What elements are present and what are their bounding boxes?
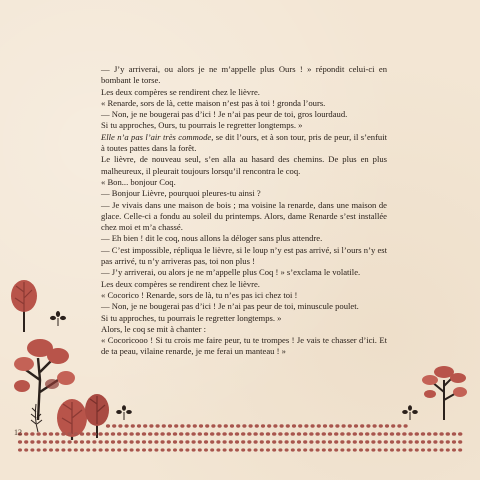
ground-dot: [154, 440, 158, 443]
ground-dot: [247, 448, 251, 451]
ground-dot: [391, 424, 395, 427]
ground-dot: [316, 440, 320, 443]
ground-dot: [458, 432, 462, 436]
ground-dot: [315, 432, 319, 436]
ground-dot: [415, 432, 419, 436]
ground-dot: [30, 448, 34, 451]
ground-dot: [167, 448, 171, 451]
ground-dot: [61, 440, 65, 443]
ground-dot: [167, 440, 171, 443]
ground-dot: [365, 448, 369, 451]
ground-dot: [278, 448, 282, 451]
ground-dot: [359, 440, 363, 443]
paragraph-rest: , se dit l’ours, et à son tour, pris de peur, il s’enfuit à toutes pattes dans la forêt.: [101, 131, 388, 154]
ground-dot: [191, 432, 195, 436]
ground-dot: [216, 432, 220, 436]
ground-dot: [198, 440, 202, 443]
ground-dot: [421, 440, 425, 443]
fern-icon: [31, 404, 42, 432]
ground-dot: [317, 424, 321, 427]
ground-dot: [427, 432, 431, 436]
ground-dot: [297, 432, 301, 436]
paragraph: — C’est impossible, répliqua le lièvre, si le loup n’y est pas arrivé, si l’ours n’y est pas arrivé, tu n’y arriveras pas, toi non plus !: [101, 244, 387, 267]
ground-dot: [24, 448, 28, 451]
ground-dot: [365, 440, 369, 443]
ground-dot: [311, 424, 315, 427]
ground-dot: [130, 440, 134, 443]
ground-dot: [111, 432, 115, 436]
ground-dot: [229, 432, 233, 436]
ground-dot: [143, 424, 147, 427]
ground-dot: [210, 432, 214, 436]
ground-dot: [342, 424, 346, 427]
ground-dot: [204, 432, 208, 436]
ground-dot: [111, 440, 115, 443]
ground-dot: [291, 440, 295, 443]
ground-dot: [160, 432, 164, 436]
ground-dot: [74, 432, 78, 436]
ground-dot: [229, 448, 233, 451]
ground-dot: [218, 424, 222, 427]
ground-dot: [354, 424, 358, 427]
ground-dot: [377, 432, 381, 436]
ground-dot: [266, 448, 270, 451]
ground-dot: [303, 440, 307, 443]
ground-dot: [322, 448, 326, 451]
ground-dot: [322, 432, 326, 436]
ground-dot: [353, 440, 357, 443]
ground-dot: [117, 448, 121, 451]
ground-dot: [173, 432, 177, 436]
paragraph: — J’y arriverai, ou alors je ne m’appelle plus Coq ! » s’exclama le volatile.: [101, 267, 361, 278]
ground-dot: [303, 432, 307, 436]
ground-dot: [99, 440, 103, 443]
ground-dot: [68, 440, 72, 443]
ground-dot: [303, 448, 307, 451]
ground-dot: [142, 440, 146, 443]
ground-dot: [235, 448, 239, 451]
ground-dot: [24, 432, 28, 436]
ground-dot: [371, 448, 375, 451]
ground-dot: [136, 432, 140, 436]
ground-dot: [18, 440, 22, 443]
paragraph: Si tu approches, tu pourrais le regretter longtemps. »: [101, 312, 282, 323]
ground-dot: [148, 448, 152, 451]
ground-dot: [340, 448, 344, 451]
ground-dot: [278, 440, 282, 443]
ground-dot: [272, 440, 276, 443]
ground-dot: [67, 432, 71, 436]
paragraph: Alors, le coq se mit à chanter :: [101, 323, 207, 334]
ground-dot: [309, 448, 313, 451]
ground-dot: [86, 440, 90, 443]
ground-dot: [397, 424, 401, 427]
ground-dot: [241, 440, 245, 443]
ground-dot: [224, 424, 228, 427]
ground-dot: [173, 448, 177, 451]
ground-dot: [316, 448, 320, 451]
ground-dot: [390, 440, 394, 443]
ground-dot: [409, 448, 413, 451]
ground-dot: [439, 432, 443, 436]
ground-dot: [130, 448, 134, 451]
small-tree-illustration: [11, 280, 37, 332]
ground-dot: [149, 424, 153, 427]
ground-dot: [156, 424, 160, 427]
ground-dot: [384, 432, 388, 436]
ground-dot: [390, 432, 394, 436]
ground-dot: [255, 424, 259, 427]
ground-dot: [433, 432, 437, 436]
ground-dot: [229, 440, 233, 443]
ground-dot: [446, 448, 450, 451]
paragraph: « Bon... bonjour Coq.: [101, 176, 176, 187]
ground-dot: [80, 432, 84, 436]
ground-dot: [285, 448, 289, 451]
ground-dot: [105, 432, 109, 436]
ground-dot: [80, 440, 84, 443]
ground-dot: [129, 432, 133, 436]
ground-dot: [366, 424, 370, 427]
ground-dot: [309, 440, 313, 443]
ground-dot: [373, 424, 377, 427]
ground-dot: [379, 424, 383, 427]
paragraph: « Renarde, sors de là, cette maison n’est pas à toi ! gronda l’ours.: [101, 97, 326, 108]
ground-dot: [340, 432, 344, 436]
ground-dot: [346, 432, 350, 436]
ground-dot: [80, 448, 84, 451]
ground-dot: [433, 448, 437, 451]
ground-dot: [68, 448, 72, 451]
ground-dot: [204, 440, 208, 443]
ground-dot: [92, 448, 96, 451]
ground-dot: [86, 448, 90, 451]
ground-dot: [334, 440, 338, 443]
ground-dot: [241, 432, 245, 436]
ground-dot: [55, 440, 59, 443]
ground-dot: [452, 448, 456, 451]
ground-dot: [261, 424, 265, 427]
ground-dot: [123, 440, 127, 443]
ground-dot: [328, 440, 332, 443]
ground-dot: [359, 448, 363, 451]
ground-dot: [61, 448, 65, 451]
ground-dot: [278, 432, 282, 436]
ground-dot: [98, 432, 102, 436]
ground-dot: [142, 448, 146, 451]
ground-dot: [125, 424, 129, 427]
italic-phrase: Elle n’a pas l’air très commode: [101, 131, 212, 142]
ground-dot: [328, 432, 332, 436]
ground-dot: [427, 440, 431, 443]
ground-dot: [174, 424, 178, 427]
ground-dot: [235, 432, 239, 436]
ground-dot: [433, 440, 437, 443]
ground-dot: [61, 432, 65, 436]
right-tree-illustration: [422, 366, 467, 420]
ground-dot: [390, 448, 394, 451]
ground-dot: [92, 440, 96, 443]
ground-dot: [446, 440, 450, 443]
ground-dot: [216, 448, 220, 451]
ground-dot: [173, 440, 177, 443]
ground-dot: [55, 448, 59, 451]
ground-dot: [249, 424, 253, 427]
ground-dot: [309, 432, 313, 436]
ground-dot: [329, 424, 333, 427]
ground-dot: [43, 432, 47, 436]
ground-dot: [185, 440, 189, 443]
ground-dot: [148, 440, 152, 443]
ground-dot: [415, 440, 419, 443]
ground-dot: [247, 432, 251, 436]
paragraph: Les deux compères se rendirent chez le lièvre.: [101, 278, 260, 289]
ground-dot: [223, 440, 227, 443]
ground-dot: [353, 448, 357, 451]
ground-dot: [49, 432, 53, 436]
ground-dot: [43, 440, 47, 443]
ground-dot: [247, 440, 251, 443]
ground-dot: [360, 424, 364, 427]
ground-dot: [74, 448, 78, 451]
ground-dot: [458, 440, 462, 443]
ground-dot: [185, 432, 189, 436]
ground-dot: [137, 424, 141, 427]
ground-dot: [210, 440, 214, 443]
ground-dot: [24, 440, 28, 443]
ground-dot: [236, 424, 240, 427]
ground-dot: [260, 432, 264, 436]
paragraph: — J’y arriverai, ou alors je ne m’appelle plus Ours ! » répondit celui-ci en bombant le torse.: [101, 64, 387, 86]
ground-dot: [297, 440, 301, 443]
paragraph: — Eh bien ! dit le coq, nous allons la déloger sans plus attendre.: [101, 233, 323, 244]
ground-dot: [291, 448, 295, 451]
ground-dot: [223, 448, 227, 451]
ground-dot: [161, 440, 165, 443]
page-number: 12: [14, 428, 22, 437]
paragraph: — Non, je ne bougerai pas d’ici ! Je n’ai pas peur de toi, minuscule poulet.: [101, 301, 359, 312]
ground-dot: [154, 432, 158, 436]
ground-dot: [427, 448, 431, 451]
ground-dot: [204, 448, 208, 451]
ground-dot: [199, 424, 203, 427]
ground-dot: [117, 432, 121, 436]
ground-dot: [260, 448, 264, 451]
ground-dot: [123, 448, 127, 451]
paragraph: Les deux compères se rendirent chez le lièvre.: [101, 86, 260, 97]
ground-dot: [273, 424, 277, 427]
ground-dot: [452, 440, 456, 443]
paragraph: Si tu approches, Ours, tu pourrais le regretter longtemps. »: [101, 120, 303, 131]
ground-dot: [167, 432, 171, 436]
ground-dot: [180, 424, 184, 427]
ground-dot: [396, 448, 400, 451]
ground-dot: [334, 432, 338, 436]
ground-dot: [30, 440, 34, 443]
ground-dot: [205, 424, 209, 427]
ground-dot: [347, 440, 351, 443]
ground-dot: [371, 432, 375, 436]
ground-dot: [396, 432, 400, 436]
ground-dot: [266, 440, 270, 443]
leaf-sprig-icon: [403, 406, 418, 420]
ground-dot: [105, 448, 109, 451]
ground-dot: [378, 440, 382, 443]
ground-dot: [285, 440, 289, 443]
ground-dot: [359, 432, 363, 436]
ground-dot: [267, 424, 271, 427]
ground-dot: [458, 448, 462, 451]
ground-dot: [260, 440, 264, 443]
ground-dot: [415, 448, 419, 451]
ground-dot: [272, 448, 276, 451]
ground-dot: [148, 432, 152, 436]
ground-dot: [446, 432, 450, 436]
paragraph: « Cocoricooo ! Si tu crois me faire peur, tu te trompes ! Je vais te chasser d’ici. Et de ta peau, vilaine renarde, je me ferai un manteau ! »: [101, 335, 387, 357]
ground-dot: [179, 448, 183, 451]
ground-dot: [404, 424, 408, 427]
ground-dot: [365, 432, 369, 436]
ground-dot: [402, 432, 406, 436]
ground-dot: [385, 424, 389, 427]
ground-dot: [409, 440, 413, 443]
ground-dot: [235, 440, 239, 443]
ground-dot: [230, 424, 234, 427]
ground-dot: [187, 424, 191, 427]
ground-dot: [297, 448, 301, 451]
ground-dot: [86, 432, 90, 436]
ground-dot: [421, 432, 425, 436]
ground-dot: [348, 424, 352, 427]
ground-dot: [49, 440, 53, 443]
ground-dot: [185, 448, 189, 451]
ground-dot: [37, 440, 41, 443]
ground-dot: [162, 424, 166, 427]
ground-dot: [378, 448, 382, 451]
ground-dot: [322, 440, 326, 443]
ground-dot: [286, 424, 290, 427]
ground-dot: [117, 440, 121, 443]
ground-dot: [37, 448, 41, 451]
ground-dot: [168, 424, 172, 427]
ground-dot: [105, 440, 109, 443]
ground-dot: [123, 432, 127, 436]
ground-dot: [402, 448, 406, 451]
ground-dot: [161, 448, 165, 451]
ground-dot: [292, 424, 296, 427]
ground-dot: [241, 448, 245, 451]
ground-dot: [384, 448, 388, 451]
ground-dot: [43, 448, 47, 451]
ground-dot: [254, 448, 258, 451]
ground-dot: [335, 424, 339, 427]
ground-dot: [198, 432, 202, 436]
ground-dot: [179, 432, 183, 436]
ground-dot: [55, 432, 59, 436]
ground-dot: [136, 448, 140, 451]
ground-dot: [340, 440, 344, 443]
ground-dot: [118, 424, 122, 427]
ground-dot: [272, 432, 276, 436]
ground-dot: [216, 440, 220, 443]
ground-dot: [142, 432, 146, 436]
ground-dot: [193, 424, 197, 427]
ground-dot: [254, 440, 258, 443]
ground-dot: [371, 440, 375, 443]
ground-dot: [298, 424, 302, 427]
paragraph: Le lièvre, de nouveau seul, s’en alla au hasard des chemins. De plus en plus malheureux, il pleurait toujours lorsqu’il rencontra le coq.: [101, 154, 387, 176]
ground-dot: [192, 448, 196, 451]
ground-dot: [440, 440, 444, 443]
ground-dot: [136, 440, 140, 443]
ground-dot: [99, 448, 103, 451]
ground-dot: [291, 432, 295, 436]
ground-dot: [92, 432, 96, 436]
ground-dot: [222, 432, 226, 436]
ground-dot: [211, 424, 215, 427]
ground-dot: [30, 432, 34, 436]
ground-dot: [280, 424, 284, 427]
paragraph: — Je vivais dans une maison de bois ; ma voisine la renarde, dans une maison de glace. Celle-ci a fondu au soleil du printemps. Alors, dame Renarde s’est installée chez moi et m’a chassé.: [101, 199, 387, 233]
ground-dot: [266, 432, 270, 436]
ground-dot: [192, 440, 196, 443]
leaf-sprig-icon: [117, 406, 132, 420]
ground-dot: [328, 448, 332, 451]
paragraph: « Cocorico ! Renarde, sors de là, tu n’es pas ici chez toi !: [101, 289, 298, 300]
ground-dot: [396, 440, 400, 443]
ground-dot: [210, 448, 214, 451]
ground-dot: [323, 424, 327, 427]
paragraph: — Non, je ne bougerai pas d’ici ! Je n’ai pas peur de toi, gros lourdaud.: [101, 109, 348, 120]
ground-dot: [452, 432, 456, 436]
ground-dot: [74, 440, 78, 443]
ground-dot: [242, 424, 246, 427]
ground-dot: [440, 448, 444, 451]
ground-dot: [131, 424, 135, 427]
ground-dot: [347, 448, 351, 451]
ground-dot: [408, 432, 412, 436]
ground-dot: [106, 424, 110, 427]
ground-dot: [384, 440, 388, 443]
ground-dot: [154, 448, 158, 451]
ground-dot: [198, 448, 202, 451]
ground-dot: [421, 448, 425, 451]
ground-dot: [111, 448, 115, 451]
ground-dot: [36, 432, 40, 436]
ground-dot: [353, 432, 357, 436]
ground-dot: [253, 432, 257, 436]
ground-dot: [304, 424, 308, 427]
ground-dot: [18, 448, 22, 451]
ground-dot: [334, 448, 338, 451]
ground-dot: [179, 440, 183, 443]
paragraph: — Bonjour Lièvre, pourquoi pleures-tu ainsi ?: [101, 188, 261, 199]
ground-dot: [284, 432, 288, 436]
leaf-sprig-icon: [51, 312, 66, 327]
ground-dot: [49, 448, 53, 451]
ground-dot: [112, 424, 116, 427]
ground-dot: [402, 440, 406, 443]
